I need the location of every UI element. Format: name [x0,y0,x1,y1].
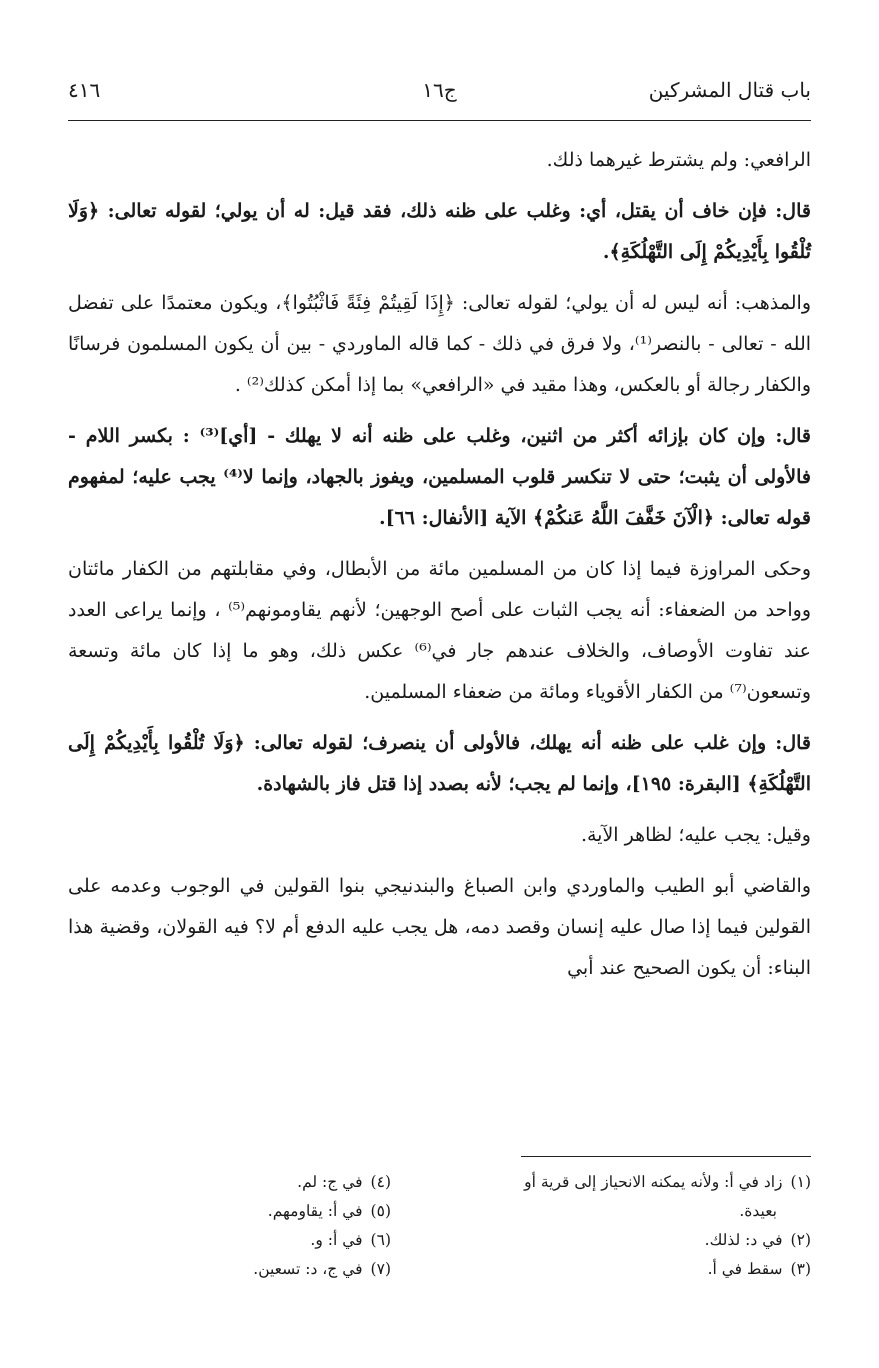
footnote-number: (٧) [370,1260,391,1278]
footnote [61,1255,391,1284]
footnote-number: (١) [790,1173,811,1191]
paragraph: وحكى المراوزة فيما إذا كان من المسلمين مائة من الأبطال، وفي مقابلتهم من الكفار مائتان وواحد من الضعفاء: أنه يجب الثبات على أصح الوجهين؛ لأنهم يقاومونهم⁽⁵⁾ ، وإنما يراعى العدد عند تفاوت الأوصاف، والخلاف عندهم جار في⁽⁶⁾ عكس ذلك، وهو ما إذا كان مائة وتسعة وتسعون⁽⁷⁾ من الكفار الأقوياء ومائة من ضعفاء المسلمين. [68,558,811,703]
footnote-text: في ج: لم. [297,1173,363,1191]
footnote-number: (٣) [790,1260,811,1278]
paragraph: قال: وإن كان بإزائه أكثر من اثنين، وغلب على ظنه أنه لا يهلك - [أي]⁽³⁾ : بكسر اللام - فالأولى أن يثبت؛ حتى لا تنكسر قلوب المسلمين، ويفوز بالجهاد، وإنما لا⁽⁴⁾ يجب عليه؛ لمفهوم قوله تعالى: ﴿الْآنَ خَفَّفَ اللَّهُ عَنكُمْ﴾ الآية [الأنفال: ٦٦]. [68,425,812,529]
header-rule [68,120,811,121]
footnote [421,1197,811,1226]
footnote-text: سقط في أ. [707,1260,783,1278]
footnote-text: في أ: يقاومهم. [267,1202,363,1220]
paragraph: الرافعي: ولم يشترط غيرهما ذلك. [546,149,811,171]
running-header [68,70,811,110]
footnote-number: (٤) [370,1173,391,1191]
footnote [421,1168,811,1197]
paragraph: والقاضي أبو الطيب والماوردي وابن الصباغ والبندنيجي بنوا القولين في الوجوب وعدمه على القولين فيما إذا صال عليه إنسان وقصد دمه، هل يجب عليه الدفع أم لا؟ فيه القولان، وقضية هذا البناء: أن يكون الصحيح عند أبي [68,875,811,979]
page-number: ٤١٦ [68,78,101,102]
paragraph: قال: فإن خاف أن يقتل، أي: وغلب على ظنه ذلك، فقد قيل: له أن يولي؛ لقوله تعالى: ﴿وَلَا تُلْقُوا بِأَيْدِيكُمْ إِلَى التَّهْلُكَةِ﴾. [68,200,811,263]
footnote [421,1255,811,1284]
paragraph: والمذهب: أنه ليس له أن يولي؛ لقوله تعالى: ﴿إِذَا لَقِيتُمْ فِئَةً فَاثْبُتُوا﴾، ويكون معتمدًا على تفضل الله - تعالى - بالنصر⁽¹⁾، ولا فرق في ذلك - كما قاله الماوردي - بين أن يكون المسلمون فرسانًا والكفار رجالة أو بالعكس، وهذا مقيد في «الرافعي» بما إذا أمكن كذلك⁽²⁾ . [68,292,812,396]
footnote-number: (٢) [790,1231,811,1249]
footnote [61,1197,391,1226]
footnote-separator [521,1156,811,1157]
paragraph: وقيل: يجب عليه؛ لظاهر الآية. [580,824,811,846]
footnote [61,1226,391,1255]
paragraph: قال: وإن غلب على ظنه أنه يهلك، فالأولى أن ينصرف؛ لقوله تعالى: ﴿وَلَا تُلْقُوا بِأَيْدِيكُمْ إِلَى التَّهْلُكَةِ﴾ [البقرة: ١٩٥]، وإنما لم يجب؛ لأنه بصدد إذا قتل فاز بالشهادة. [68,732,811,795]
footnote [61,1168,391,1197]
footnote-text: في د: لذلك. [704,1231,783,1249]
chapter-title: باب قتال المشركين [648,78,811,102]
footnote-number: (٥) [370,1202,391,1220]
footnote [421,1226,811,1255]
footnote-text: بعيدة. [739,1202,777,1220]
footnote-text: في أ: و. [310,1231,363,1249]
footnotes-column-right [421,1168,811,1284]
volume-label: ج١٦ [422,78,457,102]
footnotes-column-left [61,1168,391,1284]
footnote-number: (٦) [370,1231,391,1249]
footnote-text: زاد في أ: ولأنه يمكنه الانحياز إلى قرية أو [524,1173,783,1191]
footnote-text: في ج، د: تسعين. [253,1260,363,1278]
main-text [68,140,811,989]
